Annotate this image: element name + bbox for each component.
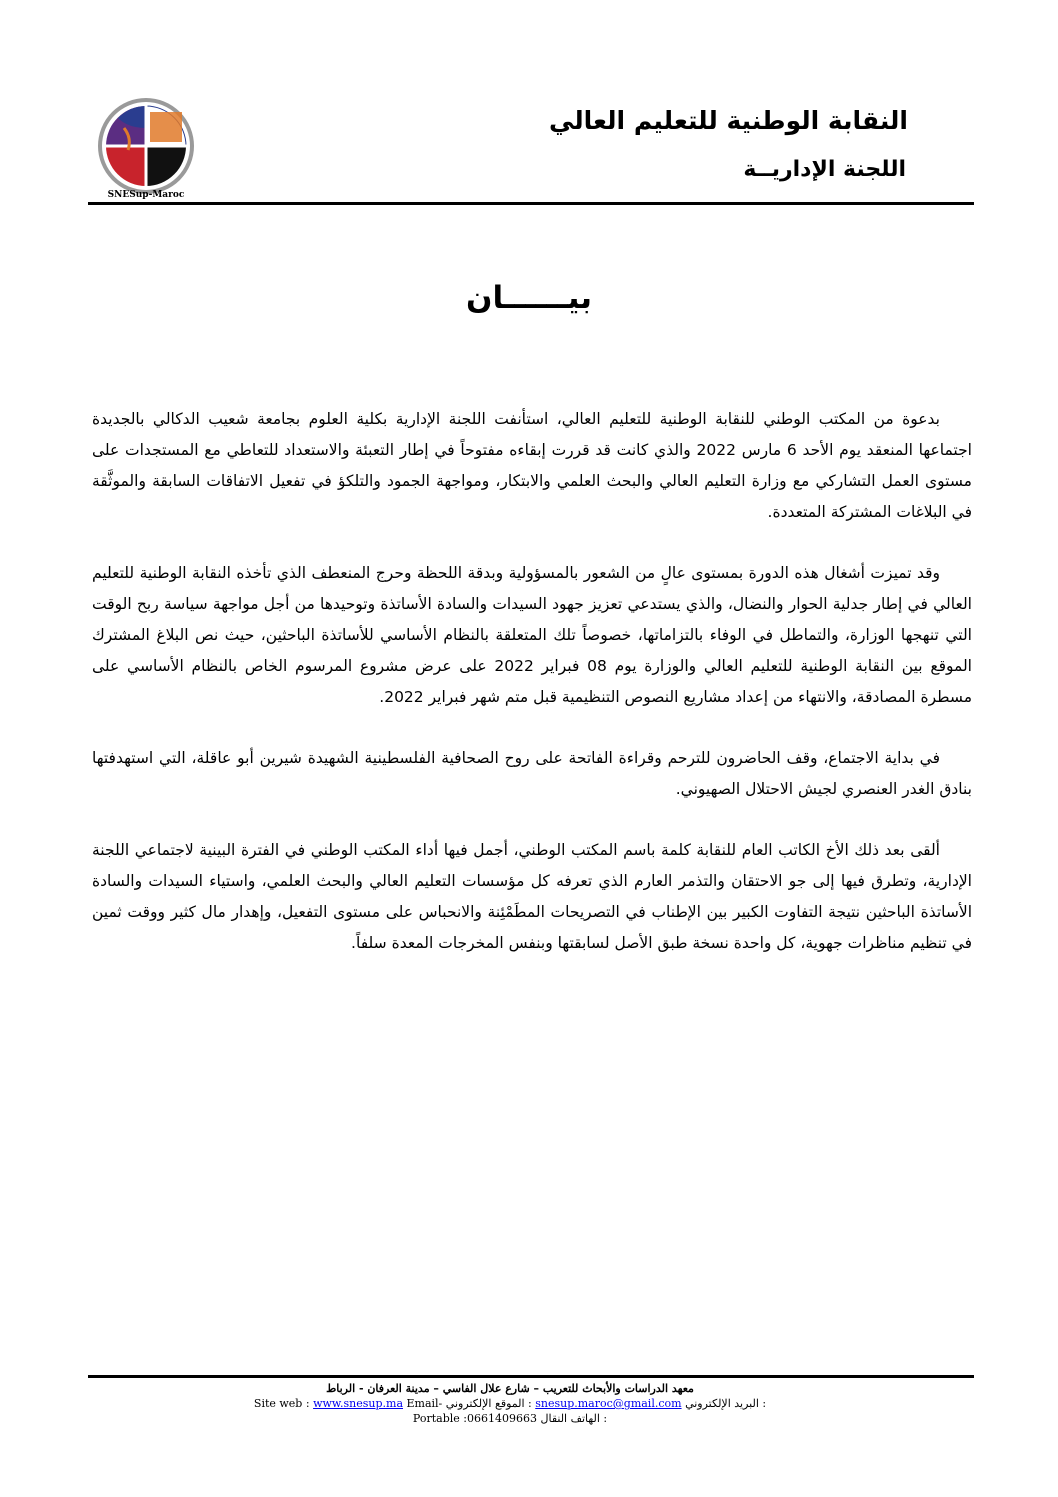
document-title: بيــــــان (466, 280, 592, 316)
organization-name: النقابة الوطنية للتعليم العالي (548, 106, 908, 135)
footer-phone (150, 1411, 870, 1426)
committee-name: اللجنة الإداريــة (743, 157, 906, 182)
paragraph: وقد تميزت أشغال هذه الدورة بمستوى عالٍ من الشعور بالمسؤولية وبدقة اللحظة وحرج المنعطف الذي تأخذه النقابة الوطنية للتعليم العالي في إطار جدلية الحوار والنضال، والذي يستدعي تعزيز جهود السيدات والسادة الأساتذة وتوحيدها من أجل مواجهة سياسة ربح الوقت التي تنهجها الوزارة، والتماطل في الوفاء بالتزاماتها، خصوصاً تلك المتعلقة بالنظام الأساسي للأساتذة الباحثين، حيث نص البلاغ المشترك الموقع بين النقابة الوطنية للتعليم العالي والوزارة يوم 08 فبراير 2022 على عرض مشروع المرسوم الخاص بالنظام الأساسي على مسطرة المصادقة، والانتهاء من إعداد مشاريع النصوص التنظيمية قبل متم شهر فبراير 2022. (92, 564, 972, 706)
paragraph: في بداية الاجتماع، وقف الحاضرون للترحم وقراءة الفاتحة على روح الصحافية الفلسطينية الشهيدة شيرين أبو عاقلة، التي استهدفتها بنادق الغدر العنصري لجيش الاحتلال الصهيوني. (92, 749, 972, 798)
logo-caption: SNESup-Maroc (107, 190, 185, 200)
statement-body (92, 404, 972, 989)
email-link[interactable]: snesup.maroc@gmail.com (535, 1397, 682, 1410)
footer (150, 1381, 870, 1426)
email-label: البريد الإلكتروني : (685, 1397, 767, 1410)
footer-address: معهد الدراسات والأبحاث للتعريب – شارع علال الفاسي – مدينة العرفان - الرباط (326, 1382, 694, 1395)
website-label: Site web : (253, 1397, 310, 1410)
phone-label: الهاتف النقال : (540, 1412, 608, 1425)
paragraph: ألقى بعد ذلك الأخ الكاتب العام للنقابة كلمة باسم المكتب الوطني، أجمل فيها أداء المكتب الوطني في الفترة البينية لاجتماعي اللجنة الإدارية، وتطرق فيها إلى جو الاحتقان والتذمر العارم الذي تعرفه كل مؤسسات التعليم العالي والبحث العلمي، واستياء السيدات والسادة الأساتذة الباحثين نتيجة التفاوت الكبير بين الإطناب في التصريحات المطَمْئِنة والانحباس على مستوى التفعيل، وإهدار مال كثير ووقت ثمين في تنظيم مناظرات جهوية، كل واحدة نسخة طبق الأصل لسابقتها وبنفس المخرجات المعدة سلفاً. (92, 841, 972, 952)
footer-divider (88, 1375, 974, 1378)
phone-number: Portable :0661409663 (412, 1412, 537, 1425)
footer-contacts (150, 1396, 870, 1411)
paragraph: بدعوة من المكتب الوطني للنقابة الوطنية للتعليم العالي، استأنفت اللجنة الإدارية بكلية العلوم بجامعة شعيب الدكالي بالجديدة اجتماعها المنعقد يوم الأحد 6 مارس 2022 والذي كانت قد قررت إبقاءه مفتوحاً في إطار التعبئة والاستعداد للتعاطي مع المستجدات على مستوى العمل التشاركي مع وزارة التعليم العالي والبحث العلمي والابتكار، ومواجهة الجمود والتلكؤ في تفعيل الاتفاقات السابقة والموثَّقة في البلاغات المشتركة المتعددة. (92, 410, 972, 521)
email-label-fr: Email- الموقع الإلكتروني : (406, 1397, 532, 1410)
website-link[interactable]: www.snesup.ma (313, 1397, 403, 1410)
logo-emblem-icon (88, 98, 204, 198)
header-divider (88, 202, 974, 205)
